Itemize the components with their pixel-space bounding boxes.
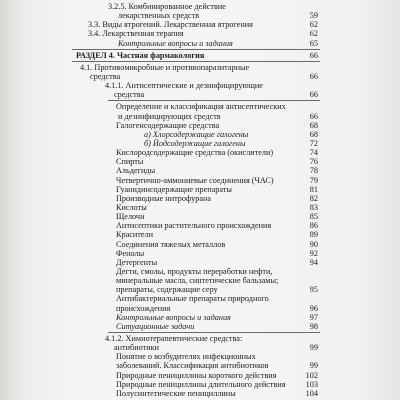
toc-entry-page: 65 (309, 38, 318, 48)
toc-entry-title: 3.3. Виды ятрогений. Лекарственная ятрогения (88, 20, 253, 30)
toc-entry-page: 99 (309, 343, 318, 353)
toc-entry-page: 76 (309, 157, 318, 167)
toc-entry-page: 95 (309, 285, 318, 295)
toc-entry-page: 96 (309, 303, 318, 313)
toc-entry-title: Детергенты (116, 257, 158, 267)
toc-entry-page: 104 (305, 388, 318, 398)
toc-entry-title: 3.4. Лекарственная терапия (88, 29, 184, 39)
toc-entry-page: 66 (309, 111, 318, 121)
toc-entry-page: 98 (309, 321, 318, 331)
toc-entry-title: Кислородсодержащие средства (окислители) (116, 148, 274, 158)
toc-entry-page: 103 (305, 379, 318, 389)
toc-entry-title: минеральные масла, синтетические бальзамы; (116, 276, 279, 286)
toc-entry-title: Природные пенициллины короткого действия (116, 370, 277, 380)
toc-entry-title: Производные нитрофурана (116, 193, 212, 203)
toc-entry-title: Ситуационные задачи (116, 321, 195, 331)
toc-entry-title: препараты, содержащие серу (116, 285, 218, 295)
toc-entry-page: 90 (309, 239, 318, 249)
toc-entry-page: 83 (309, 203, 318, 212)
toc-entry-title: Дегти, смолы, продукты переработки нефти, (116, 267, 273, 276)
toc-entry-title: а) Хлорсодержащие галогены (144, 129, 249, 139)
toc-entry-title: Кислоты (116, 203, 147, 212)
toc-entry-page: 86 (309, 221, 318, 231)
toc-entry-title: Определение и классификация антисептических (116, 102, 286, 112)
toc-entry-title: Антисептики растительного происхождения (116, 221, 272, 231)
toc-entry-page: 59 (309, 11, 318, 21)
toc-entry-page: 79 (309, 175, 318, 185)
toc-entry-title: Соединения тяжелых металлов (116, 239, 226, 249)
toc-entry-title: Контрольные вопросы и задания (116, 312, 231, 322)
toc-entry-page: 68 (309, 120, 318, 130)
toc-entry-title: Контрольные вопросы и задания (118, 38, 233, 48)
toc-entry-page: 94 (309, 257, 318, 267)
toc-entry-page: 102 (305, 370, 318, 380)
toc-entry-title: заболеваний. Классификация антибиотиков (116, 361, 269, 371)
toc-entry-page: 78 (309, 166, 318, 176)
toc-entry-title: Спирты (116, 157, 144, 167)
toc-entry-title: лекарственных средств (118, 11, 200, 21)
section-divider (72, 61, 320, 62)
toc-entry-title: 4.1.2. Химиотерапевтические средства: (105, 334, 243, 343)
toc-entry-title: Полусинтетические пенициллины (116, 388, 236, 398)
toc-entry-page: 62 (309, 20, 318, 30)
toc-entry-title: Антибактериальные препараты природного (116, 294, 269, 304)
toc-entry-title: Понятие о возбудителях инфекционных (116, 352, 256, 362)
toc-entry-title: 4.1. Противомикробные и противопаразитарные (80, 62, 250, 72)
section-divider (108, 100, 320, 101)
toc-entry-page: 66 (309, 72, 318, 81)
toc-entry-page: 68 (309, 129, 318, 139)
section-divider (108, 332, 320, 333)
toc-entry-title: Щелочи (116, 212, 145, 222)
section-divider (72, 49, 320, 50)
toc-entry-page: 82 (309, 193, 318, 203)
toc-entry-title: Четвертично-аммониевые соединения (ЧАС) (116, 175, 274, 185)
toc-entry-page: 66 (309, 90, 318, 100)
toc-entry-title: Альдегиды (116, 166, 156, 176)
toc-entry-page: 66 (309, 50, 318, 60)
toc-entry-page: 89 (309, 230, 318, 240)
toc-entry-page: 99 (309, 361, 318, 371)
toc-entry-title: Галогенсодержащие средства (116, 120, 220, 130)
toc-entry-page: 62 (309, 29, 318, 39)
toc-entry-title: б) Йодсодержащие галогены (144, 139, 246, 148)
toc-entry-title: и дезинфицирующих средств (118, 111, 221, 121)
toc-entry-title: Фенолы (116, 248, 145, 258)
toc-entry-title: Красители (116, 230, 154, 240)
toc-entry-page: 72 (309, 139, 318, 148)
toc-entry-page: 74 (309, 148, 318, 158)
toc-entry-title: средства (114, 90, 145, 100)
toc-entry-title: Природные пенициллины длительного действия (116, 379, 286, 389)
toc-entry-title: происхождения (116, 303, 171, 313)
toc-entry-title: 3.2.5. Комбинированное действие (108, 2, 226, 11)
toc-entry-title: Гуанидинсодержащие препараты (116, 184, 232, 194)
toc-entry-page: 85 (309, 212, 318, 222)
toc-entry-title: 4.1.1. Антисептические и дезинфицирующие (105, 81, 263, 91)
toc-entry-page: 81 (309, 184, 318, 194)
toc-entry-title: антибиотики (114, 343, 159, 353)
toc-entry-page: 97 (309, 312, 318, 322)
toc-entry-page: 92 (309, 248, 318, 258)
toc-entry-title: средства (90, 72, 121, 81)
toc-entry-title: РАЗДЕЛ 4. Частная фармакология (76, 50, 205, 60)
